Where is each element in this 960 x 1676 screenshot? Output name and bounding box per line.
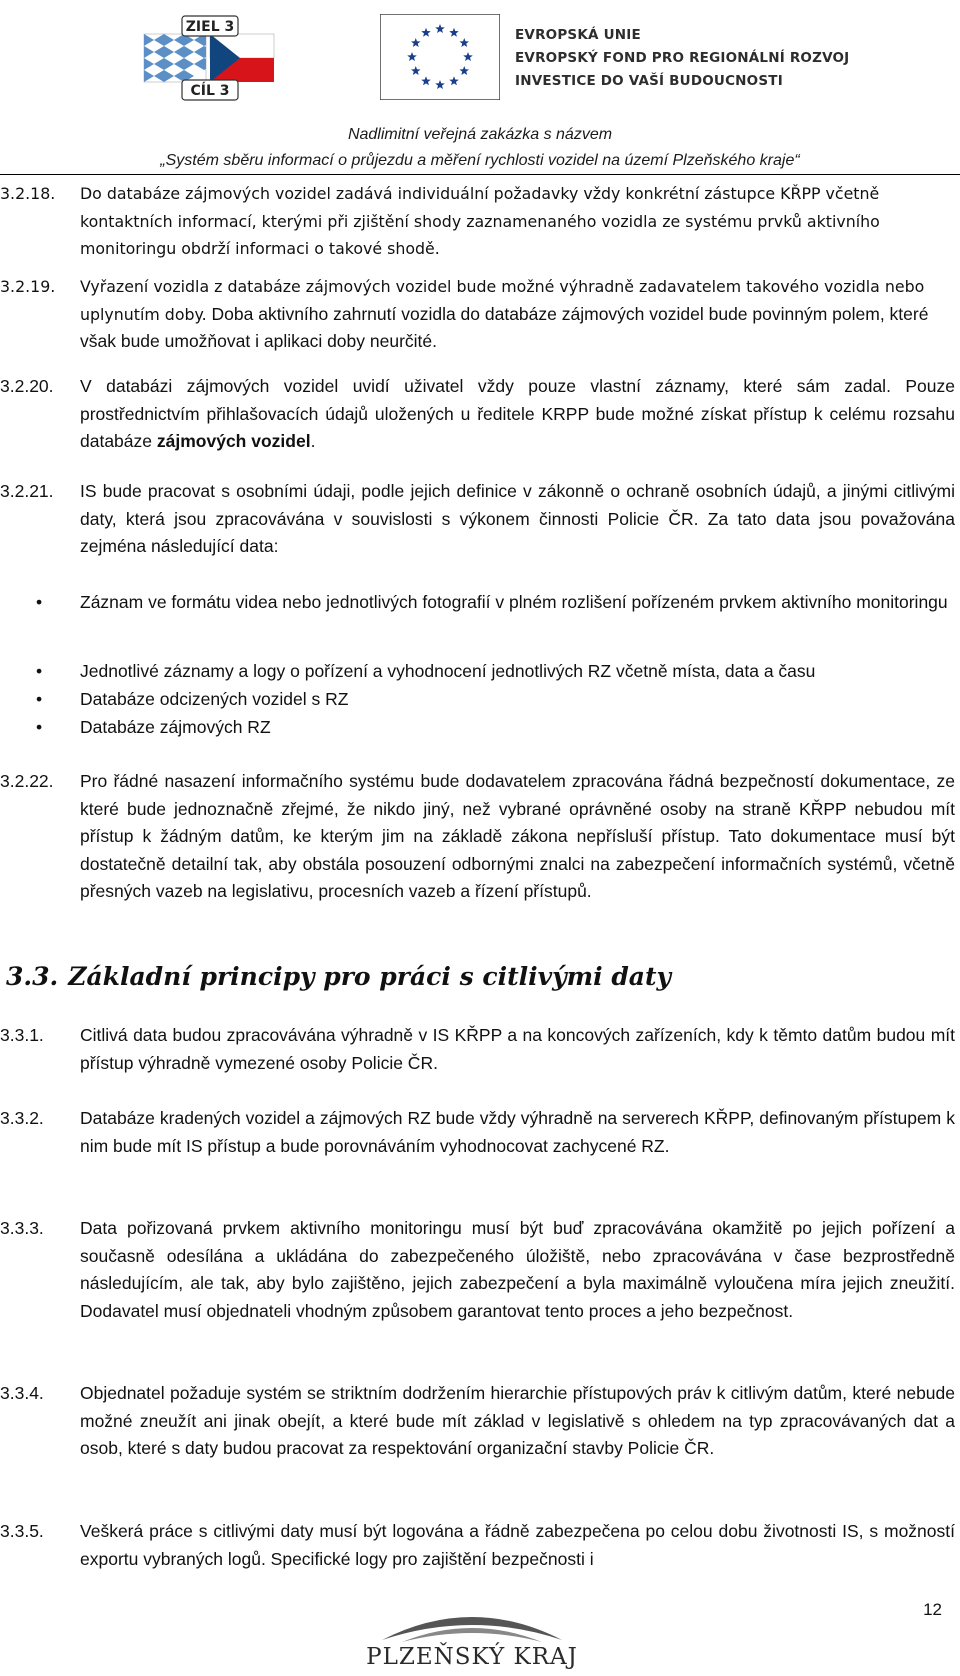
paragraph-text: Veškerá práce s citlivými daty musí být logována a řádně zabezpečena po celou dobu životnosti IS, s možností exportu vybraných logů. Specifické logy pro zajištění bezpečnosti i	[80, 1521, 955, 1569]
paragraph-text: Data pořizovaná prvkem aktivního monitoringu musí být buď zpracovávána okamžitě po jejich pořízení a současně odesílána a ukládána do zabezpečeného úložiště, nebo zpracovávána v čase bezprostředně následujícím, ale tak, aby bylo zajištěno, jejich zabezpečení a byla maximálně vyloučena míra jejich zneužití. Dodavatel musí objednateli vhodným způsobem garantovat tento proces a jeho bezpečnost.	[80, 1218, 955, 1321]
bullet-icon: •	[36, 689, 43, 709]
section-title: Základní principy pro práci s citlivými daty	[68, 962, 672, 991]
text-part-a: V databázi zájmových vozidel uvidí uživatel vždy pouze vlastní záznamy, které sám zadal. Pouze prostřednictvím přihlašovacích údajů uložených u ředitele KRPP bude možné získat přístup k celému rozsahu databáze	[80, 376, 955, 451]
paragraph-text: Do databáze zájmových vozidel zadává individuální požadavky vždy konkrétní zástupce KŘPP včetně kontaktních informací, kterými při zjištění shody zaznamenaného vozidla ze systému prvků aktivního monitoringu obdrží informaci o takové shodě.	[80, 184, 880, 258]
footer-logo-text: PLZEŇSKÝ KRAJ	[366, 1644, 578, 1670]
list-item-text: Databáze odcizených vozidel s RZ	[80, 689, 349, 709]
paragraph-text: Citlivá data budou zpracovávána výhradně v IS KŘPP a na koncových zařízeních, kdy k těmto datům budou mít přístup výhradně vymezené osoby Policie ČR.	[80, 1025, 955, 1073]
section-heading	[6, 962, 671, 991]
bullet-icon: •	[36, 592, 43, 612]
paragraph-number: 3.2.20.	[0, 376, 54, 396]
paragraph-text: Objednatel požaduje systém se striktním dodržením hierarchie přístupových práv k citlivým datům, které nebude možné zneužít ani jinak obejít, a které bude mít základ v legislativě s ohledem na typ zpracovávaných dat a osob, které s daty budou pracovat za respektování organizační stavby Policie ČR.	[80, 1383, 955, 1458]
paragraph-number: 3.3.2.	[0, 1108, 44, 1128]
list-item-text: Záznam ve formátu videa nebo jednotlivých fotografií v plném rozlišení pořízeném prvkem aktivního monitoringu	[80, 592, 948, 612]
text-part-c: .	[310, 431, 316, 451]
eu-fund-text	[515, 24, 849, 93]
paragraph-number: 3.2.21.	[0, 481, 54, 501]
page-number: 12	[923, 1600, 942, 1619]
eu-flag-icon	[380, 14, 500, 100]
paragraph-text: Pro řádné nasazení informačního systému bude dodavatelem zpracována řádná bezpečností dokumentace, ze které bude jednoznačně zřejmé, že nikdo jiný, než vybrané oprávněné osoby na straně KŘPP nebudou mít přístup k žádným datům, ke kterým jim na základě zákona nepřísluší přístup. Tato dokumentace musí být dostatečně detailní tak, aby obstála posouzení odbornými znalci na zabezpečení informačních systémů, včetně přesných vazeb na legislativu, procesních vazeb a řízení přístupů.	[80, 771, 955, 901]
cil-label: CÍL 3	[190, 83, 230, 99]
paragraph-text: Databáze kradených vozidel a zájmových RZ bude vždy výhradně na serverech KŘPP, definovaným přístupem k nim bude mít IS přístup a bude porovnáváním vyhodnocovat zachycené RZ.	[80, 1108, 955, 1156]
paragraph-number: 3.3.3.	[0, 1218, 44, 1238]
bullet-icon: •	[36, 717, 43, 737]
paragraph-number: 3.2.18.	[0, 184, 56, 203]
list-item-text: Jednotlivé záznamy a logy o pořízení a vyhodnocení jednotlivých RZ včetně místa, data a času	[80, 661, 816, 681]
paragraph-text: IS bude pracovat s osobními údaji, podle jejich definice v zákonně o ochraně osobních údajů, a jinými citlivými daty, která jsou zpracovávána v souvislosti s výkonem činnosti Policie ČR. Za tato data jsou považována zejména následující data:	[80, 481, 955, 556]
paragraph-text	[80, 373, 955, 456]
tender-subtitle: Nadlimitní veřejná zakázka s názvem	[347, 126, 613, 143]
tender-name: „Systém sběru informací o průjezdu a měření rychlosti vozidel na území Plzeňského kraje“	[160, 152, 800, 169]
eu-line-1: EVROPSKÁ UNIE	[515, 27, 641, 43]
paragraph-number: 3.3.5.	[0, 1521, 44, 1541]
section-number: 3.3.	[6, 962, 59, 991]
text-part-bold: zájmových vozidel	[156, 431, 311, 451]
bullet-icon: •	[36, 661, 43, 681]
eu-line-2: EVROPSKÝ FOND PRO REGIONÁLNÍ ROZVOJ	[515, 50, 850, 66]
page-header	[0, 0, 960, 110]
paragraph-number: 3.3.4.	[0, 1383, 44, 1403]
paragraph-number: 3.2.19.	[0, 277, 56, 296]
ziel-label: ZIEL 3	[185, 19, 235, 35]
paragraph-number: 3.3.1.	[0, 1025, 44, 1045]
eu-line-3: INVESTICE DO VAŠÍ BUDOUCNOSTI	[515, 73, 783, 89]
list-item-text: Databáze zájmových RZ	[80, 717, 271, 737]
paragraph-text	[80, 273, 955, 356]
header-divider	[0, 174, 960, 175]
paragraph-text-part2: Doba aktivního zahrnutí vozidla do databáze zájmových vozidel bude povinným polem, které však bude umožňovat i aplikaci doby neurčité.	[80, 303, 929, 351]
paragraph-number: 3.2.22.	[0, 771, 54, 791]
paragraph-text-part1: Vyřazení vozidla z databáze zájmových vozidel bude možné výhradně zadavatelem takového vozidla nebo uplynutím doby.	[80, 277, 925, 324]
ziel3-cil3-logo	[140, 14, 280, 104]
